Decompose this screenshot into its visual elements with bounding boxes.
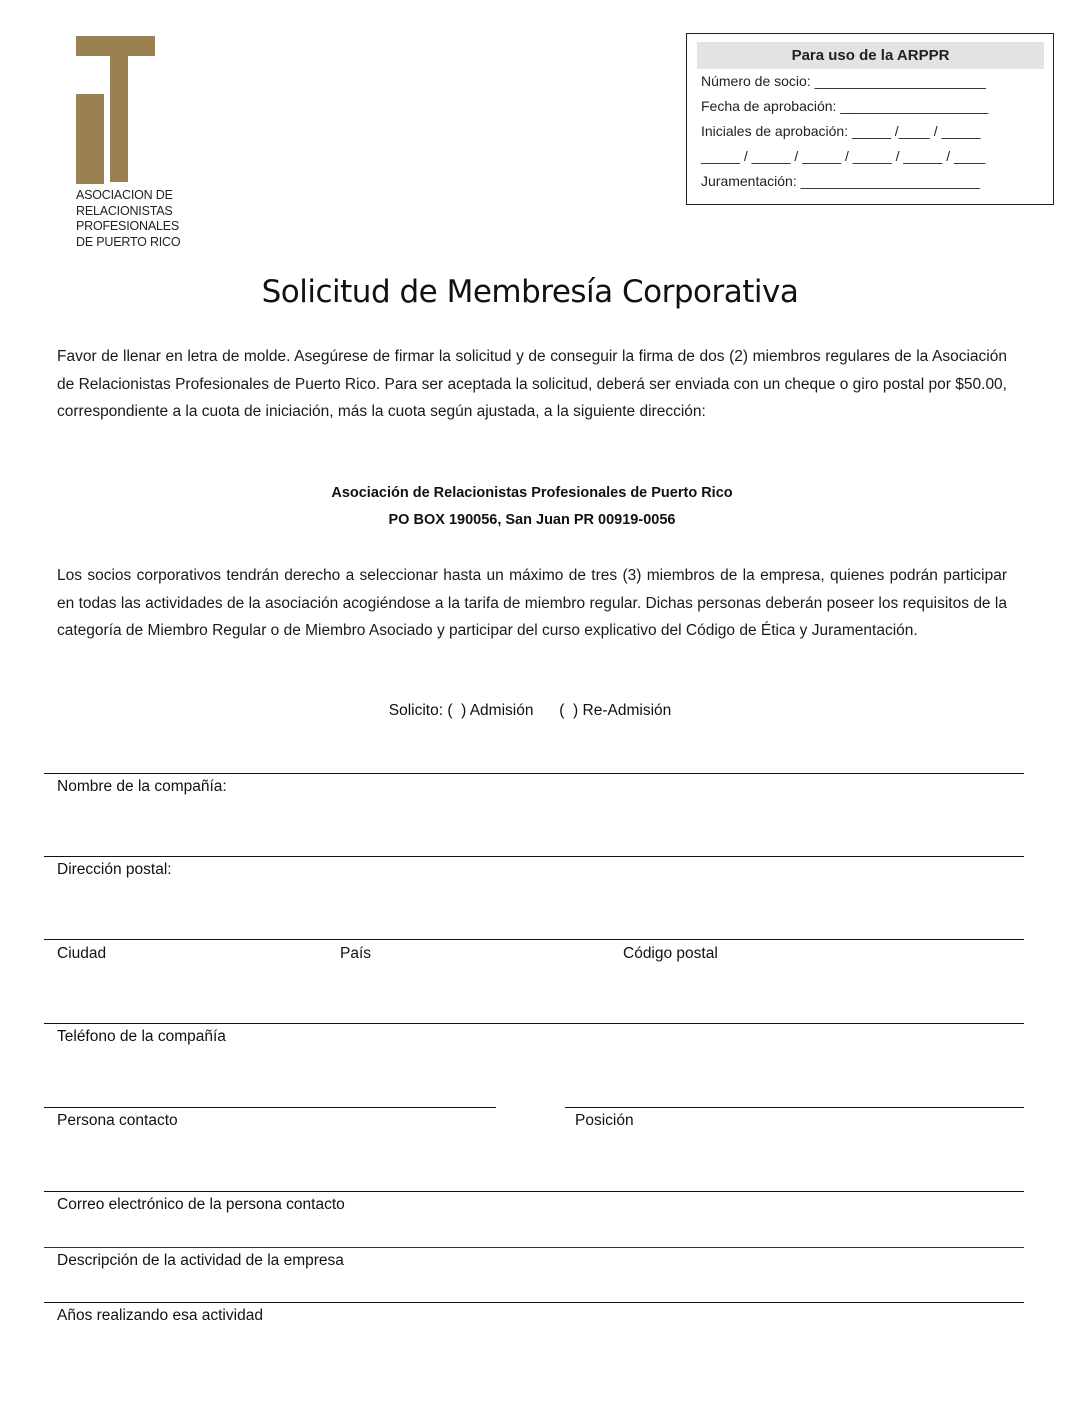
contact-person-label[interactable]: Persona contacto <box>57 1112 178 1129</box>
divider <box>44 1247 1024 1248</box>
approval-initials-field[interactable]: Iniciales de aprobación: _____ /____ / _____ <box>701 123 981 139</box>
page-title: Solicitud de Membresía Corporativa <box>261 274 799 310</box>
divider <box>44 1191 1024 1192</box>
divider <box>565 1107 1024 1108</box>
arppr-logo-text <box>76 188 206 250</box>
logo-line: DE PUERTO RICO <box>76 234 181 249</box>
divider <box>44 856 1024 857</box>
intro-paragraph: Favor de llenar en letra de molde. Asegúrese de firmar la solicitud y de conseguir la firma de dos (2) miembros regulares de la Asociación de Relacionistas Profesionales de Puerto Rico. Para ser aceptada la solicitud, deberá ser enviada con un cheque o giro postal por $50.00, correspondiente a la cuota de iniciación, más la cuota según ajustada, a la siguiente dirección: <box>57 348 1007 420</box>
logo-line: PROFESIONALES <box>76 219 179 233</box>
address-line-1: Asociación de Relacionistas Profesionales de Puerto Rico <box>331 485 733 501</box>
position-label[interactable]: Posición <box>575 1112 634 1129</box>
years-in-activity-label[interactable]: Años realizando esa actividad <box>57 1307 263 1324</box>
office-use-box <box>686 33 1054 205</box>
divider <box>44 939 1024 940</box>
divider <box>44 1107 496 1108</box>
country-label[interactable]: País <box>340 945 372 962</box>
logo-line: RELACIONISTAS <box>76 203 173 218</box>
approval-initials-field-cont[interactable]: _____ / _____ / _____ / _____ / _____ / ____ <box>701 148 986 164</box>
postal-address-label[interactable]: Dirección postal: <box>57 861 172 878</box>
divider <box>44 773 1024 774</box>
office-use-title: Para uso de la ARPPR <box>697 42 1044 69</box>
arppr-logo-mark <box>76 36 156 186</box>
arppr-logo <box>76 36 186 266</box>
corporate-paragraph: Los socios corporativos tendrán derecho a seleccionar hasta un máximo de tres (3) miembros de la empresa, quienes podrán participar en todas las actividades de la asociación acogiéndose a la tarifa de miembro regular. Dichas personas deberán poseer los requisitos de la categoría de Miembro Regular o de Miembro Asociado y participar del curso explicativo del Código de Ética y Juramentación. <box>57 567 1007 639</box>
city-label[interactable]: Ciudad <box>57 945 107 962</box>
company-phone-label[interactable]: Teléfono de la compañía <box>57 1028 226 1045</box>
divider <box>44 1302 1024 1303</box>
logo-line: ASOCIACION DE <box>76 188 173 202</box>
activity-description-label[interactable]: Descripción de la actividad de la empresa <box>57 1252 344 1269</box>
divider <box>44 1023 1024 1024</box>
company-name-label[interactable]: Nombre de la compañía: <box>57 778 227 795</box>
address-line-2: PO BOX 190056, San Juan PR 00919-0056 <box>388 512 676 528</box>
zip-code-label[interactable]: Código postal <box>623 945 718 962</box>
approval-date-field[interactable]: Fecha de aprobación: ___________________ <box>701 98 989 114</box>
admission-type-selector[interactable]: Solicito: ( ) Admisión ( ) Re-Admisión <box>388 702 672 719</box>
contact-email-label[interactable]: Correo electrónico de la persona contacto <box>57 1196 345 1213</box>
member-number-field[interactable]: Número de socio: ______________________ <box>701 73 986 89</box>
swearing-in-field[interactable]: Juramentación: _______________________ <box>701 173 980 189</box>
